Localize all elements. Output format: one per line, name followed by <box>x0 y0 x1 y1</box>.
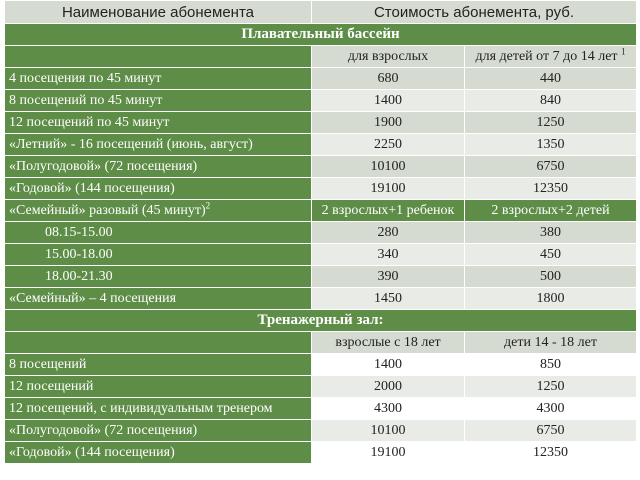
table-row <box>5 288 637 310</box>
row-adult-price: 19100 <box>312 178 465 200</box>
row-adult-price: 4300 <box>312 398 465 420</box>
row-child-price: 4300 <box>465 398 637 420</box>
pool-subheader-children <box>465 46 637 68</box>
row-price-a: 340 <box>312 244 465 266</box>
footnote-marker: 2 <box>205 199 211 210</box>
row-price-a: 1450 <box>312 288 465 310</box>
row-time: 15.00-18.00 <box>5 244 312 266</box>
gym-section-title: Тренажерный зал: <box>5 310 637 332</box>
pool-section-row <box>5 24 637 46</box>
table-row <box>5 376 637 398</box>
table-row <box>5 90 637 112</box>
row-name: «Полугодовой» (72 посещения) <box>5 156 312 178</box>
row-time: 18.00-21.30 <box>5 266 312 288</box>
table-row <box>5 222 637 244</box>
table-row <box>5 266 637 288</box>
row-child-price: 1250 <box>465 376 637 398</box>
row-child-price: 6750 <box>465 156 637 178</box>
row-child-price: 12350 <box>465 178 637 200</box>
gym-subheader-blank <box>5 332 312 354</box>
table-header <box>5 1 637 24</box>
row-price-b: 500 <box>465 266 637 288</box>
pool-subheader-row <box>5 46 637 68</box>
pool-subheader-blank <box>5 46 312 68</box>
pool-subheader-children-text: для детей от 7 до 14 лет <box>475 48 618 64</box>
table-row <box>5 244 637 266</box>
table-row <box>5 178 637 200</box>
row-adult-price: 10100 <box>312 420 465 442</box>
table-row <box>5 112 637 134</box>
row-price-b: 380 <box>465 222 637 244</box>
header-price-cell: Стоимость абонемента, руб. <box>312 1 637 24</box>
pool-subheader-adults: для взрослых <box>312 46 465 68</box>
row-child-price: 6750 <box>465 420 637 442</box>
row-child-price: 850 <box>465 354 637 376</box>
row-name: «Полугодовой» (72 посещения) <box>5 420 312 442</box>
row-adult-price: 2250 <box>312 134 465 156</box>
row-name: 8 посещений <box>5 354 312 376</box>
row-price-a: 280 <box>312 222 465 244</box>
row-name: «Семейный» – 4 посещения <box>5 288 312 310</box>
family-col-a: 2 взрослых+1 ребенок <box>312 200 465 222</box>
row-child-price: 840 <box>465 90 637 112</box>
table-row <box>5 354 637 376</box>
table-row <box>5 420 637 442</box>
row-adult-price: 19100 <box>312 442 465 464</box>
family-name <box>5 200 312 222</box>
row-name: 8 посещений по 45 минут <box>5 90 312 112</box>
row-name: 12 посещений по 45 минут <box>5 112 312 134</box>
table-row <box>5 442 637 464</box>
row-adult-price: 680 <box>312 68 465 90</box>
family-header-row <box>5 200 637 222</box>
row-name: «Годовой» (144 посещения) <box>5 178 312 200</box>
row-price-b: 450 <box>465 244 637 266</box>
table-row <box>5 156 637 178</box>
row-time: 08.15-15.00 <box>5 222 312 244</box>
row-name: «Годовой» (144 посещения) <box>5 442 312 464</box>
header-name-cell: Наименование абонемента <box>5 1 312 24</box>
gym-subheader-children: дети 14 - 18 лет <box>465 332 637 354</box>
row-child-price: 1250 <box>465 112 637 134</box>
table-row <box>5 68 637 90</box>
row-name: «Летний» - 16 посещений (июнь, август) <box>5 134 312 156</box>
row-adult-price: 2000 <box>312 376 465 398</box>
row-child-price: 12350 <box>465 442 637 464</box>
table-row <box>5 134 637 156</box>
row-adult-price: 1400 <box>312 90 465 112</box>
gym-subheader-adults: взрослые с 18 лет <box>312 332 465 354</box>
price-table <box>4 0 637 464</box>
row-name: 12 посещений, с индивидуальным тренером <box>5 398 312 420</box>
gym-section-row <box>5 310 637 332</box>
row-price-b: 1800 <box>465 288 637 310</box>
row-adult-price: 1400 <box>312 354 465 376</box>
gym-subheader-row <box>5 332 637 354</box>
footnote-marker: 1 <box>621 45 626 56</box>
row-child-price: 440 <box>465 68 637 90</box>
family-col-b: 2 взрослых+2 детей <box>465 200 637 222</box>
family-name-text: «Семейный» разовый (45 минут) <box>9 202 206 218</box>
row-adult-price: 1900 <box>312 112 465 134</box>
row-name: 4 посещения по 45 минут <box>5 68 312 90</box>
table-row <box>5 398 637 420</box>
pool-section-title: Плавательный бассейн <box>5 24 637 46</box>
row-child-price: 1350 <box>465 134 637 156</box>
row-price-a: 390 <box>312 266 465 288</box>
row-name: 12 посещений <box>5 376 312 398</box>
row-adult-price: 10100 <box>312 156 465 178</box>
